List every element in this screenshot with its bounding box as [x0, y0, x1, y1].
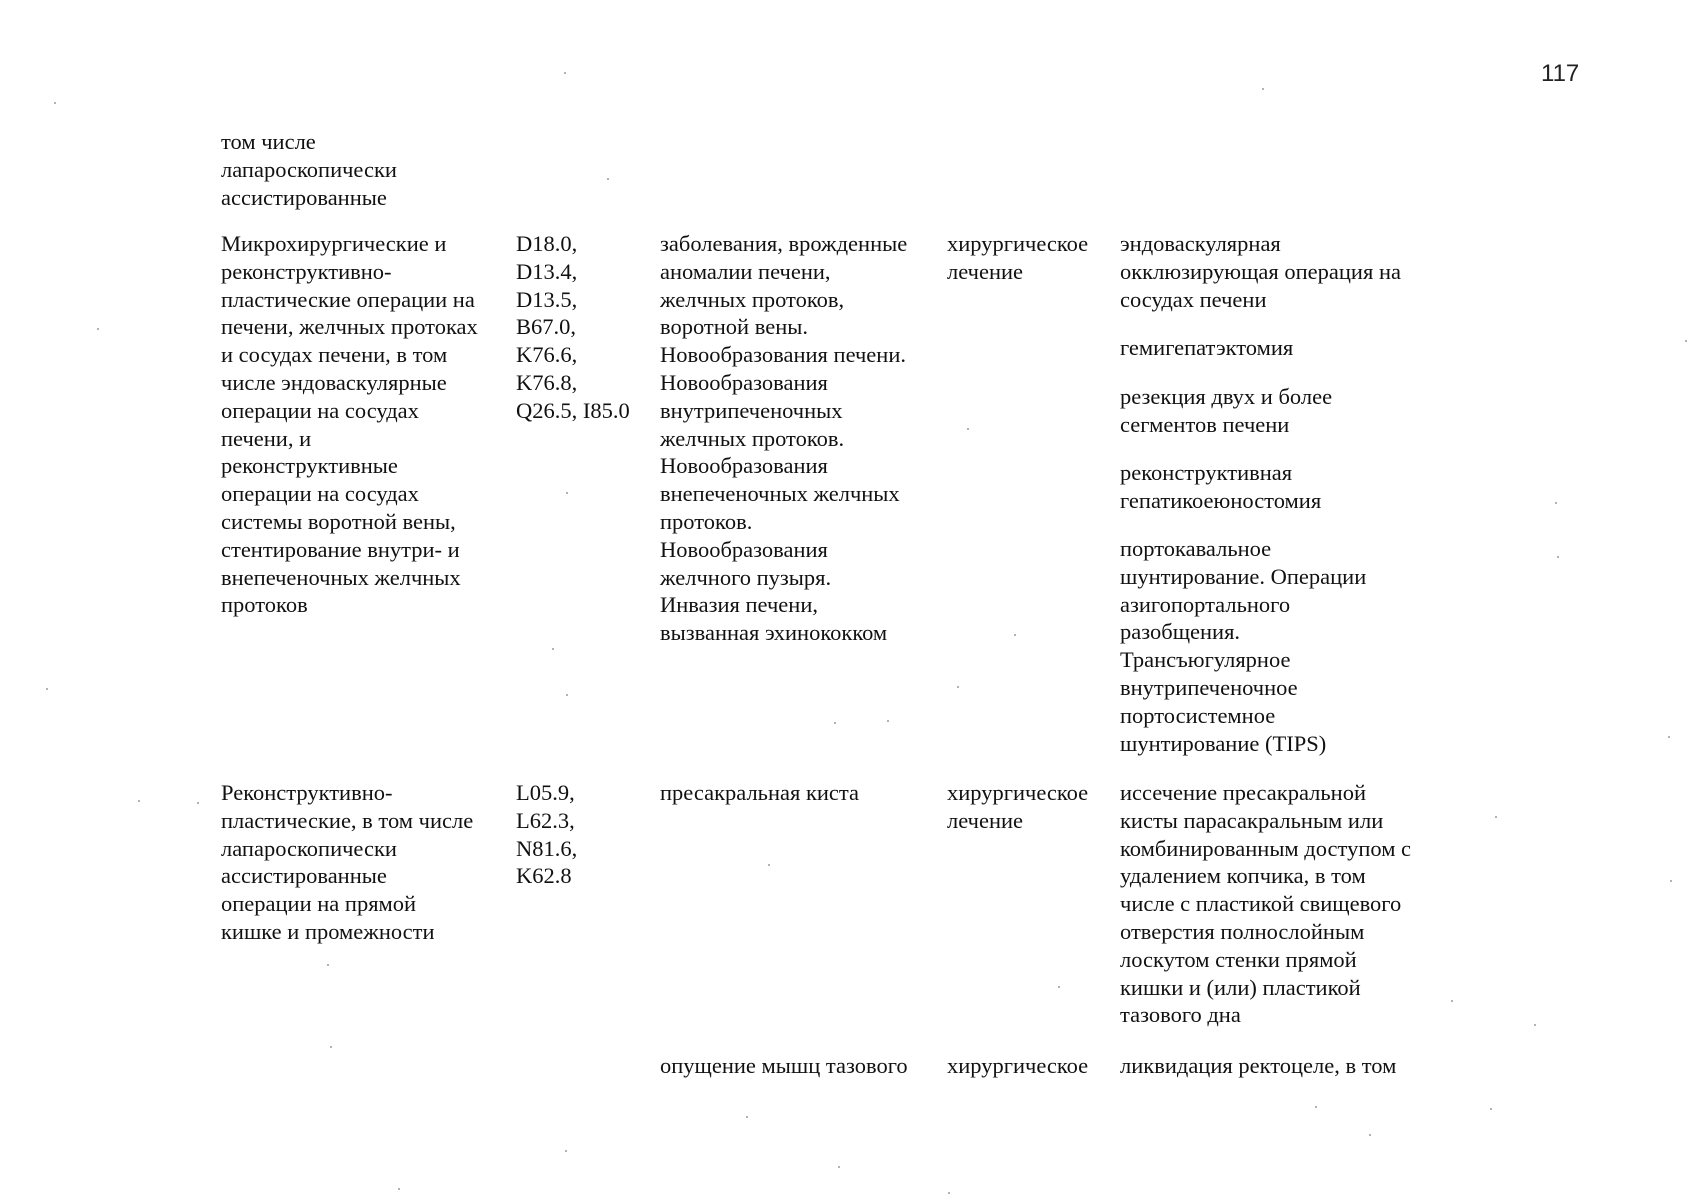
- row1-disease-cell: заболевания, врожденные аномалии печени, желчных протоков, воротной вены. Новообразования печени. Новообразования внутрипеченочных желчных протоков. Новообразования внепеченочных желчных протоков. Новообразования желчного пузыря. Инвазия печени, вызванная эхинококком: [660, 231, 908, 646]
- row2-name-cell: Реконструктивно- пластические, в том числе лапароскопически ассистированные операции на прямой кишке и промежности: [221, 780, 474, 944]
- scan-speck: [1490, 1108, 1492, 1110]
- row2-disease-cell: пресакральная киста: [660, 780, 859, 805]
- scan-speck: [967, 428, 969, 430]
- row3-treatment-cell: хирургическое: [947, 1053, 1089, 1078]
- scan-speck: [1555, 502, 1557, 504]
- row1-treatment-cell: хирургическое лечение: [947, 231, 1089, 284]
- row1-method-1: эндоваскулярная окклюзирующая операция на сосудах печени: [1120, 231, 1401, 312]
- scan-speck: [1668, 736, 1670, 738]
- scan-speck: [1315, 1106, 1317, 1108]
- scan-speck: [746, 1116, 748, 1118]
- scan-speck: [887, 720, 889, 722]
- row1-method-2: гемигепатэктомия: [1120, 335, 1294, 360]
- scan-speck: [1058, 986, 1060, 988]
- row3-method-cell: ликвидация ректоцеле, в том: [1120, 1053, 1397, 1078]
- scan-speck: [948, 1192, 950, 1194]
- scan-speck: [1369, 1134, 1371, 1136]
- scan-speck: [566, 694, 568, 696]
- scan-speck: [564, 72, 566, 74]
- scan-speck: [1685, 340, 1687, 342]
- scan-speck: [1557, 556, 1559, 558]
- scan-speck: [327, 964, 329, 966]
- continuation-name-cell: том числе лапароскопически ассистированные: [221, 129, 397, 210]
- scan-speck: [565, 1150, 567, 1152]
- row1-codes-cell: D18.0, D13.4, D13.5, B67.0, K76.6, K76.8, Q26.5, I85.0: [516, 231, 630, 423]
- row2-method-cell: иссечение пресакральной кисты парасакральным или комбинированным доступом с удалением копчика, в том числе с пластикой свищевого отверстия полнослойным лоскутом стенки прямой кишки и (или) пластикой тазового дна: [1120, 780, 1412, 1028]
- row2-codes-cell: L05.9, L62.3, N81.6, K62.8: [516, 780, 578, 889]
- scan-speck: [97, 328, 99, 330]
- scan-speck: [197, 802, 199, 804]
- scan-speck: [838, 1166, 840, 1168]
- scan-speck: [1451, 1000, 1453, 1002]
- scan-speck: [1670, 880, 1672, 882]
- scan-speck: [1262, 88, 1264, 90]
- scan-speck: [330, 1046, 332, 1048]
- scan-speck: [1014, 634, 1016, 636]
- row3-disease-cell: опущение мышц тазового: [660, 1053, 908, 1078]
- scan-speck: [1495, 816, 1497, 818]
- row2-treatment-cell: хирургическое лечение: [947, 780, 1089, 833]
- row1-name-cell: Микрохирургические и реконструктивно- пластические операции на печени, желчных протоках и сосудах печени, в том числе эндоваскулярные операции на сосудах печени, и реконструктивные операции на сосудах системы воротной вены, стентирование внутри- и внепеченочных желчных протоков: [221, 231, 478, 618]
- scan-speck: [607, 178, 609, 180]
- scan-speck: [957, 686, 959, 688]
- scan-speck: [552, 648, 554, 650]
- scan-speck: [138, 800, 140, 802]
- row1-method-5: портокавальное шунтирование. Операции азигопортального разобщения. Трансъюгулярное внутрипеченочное портосистемное шунтирование (TIPS): [1120, 536, 1367, 756]
- scan-speck: [1534, 1024, 1536, 1026]
- page-number: 117: [1541, 60, 1580, 87]
- row1-method-3: резекция двух и более сегментов печени: [1120, 384, 1333, 437]
- scan-speck: [46, 688, 48, 690]
- scan-speck: [54, 102, 56, 104]
- scan-speck: [398, 1188, 400, 1190]
- scan-speck: [566, 492, 568, 494]
- scan-speck: [834, 722, 836, 724]
- scan-speck: [768, 864, 770, 866]
- row1-method-4: реконструктивная гепатикоеюностомия: [1120, 460, 1322, 513]
